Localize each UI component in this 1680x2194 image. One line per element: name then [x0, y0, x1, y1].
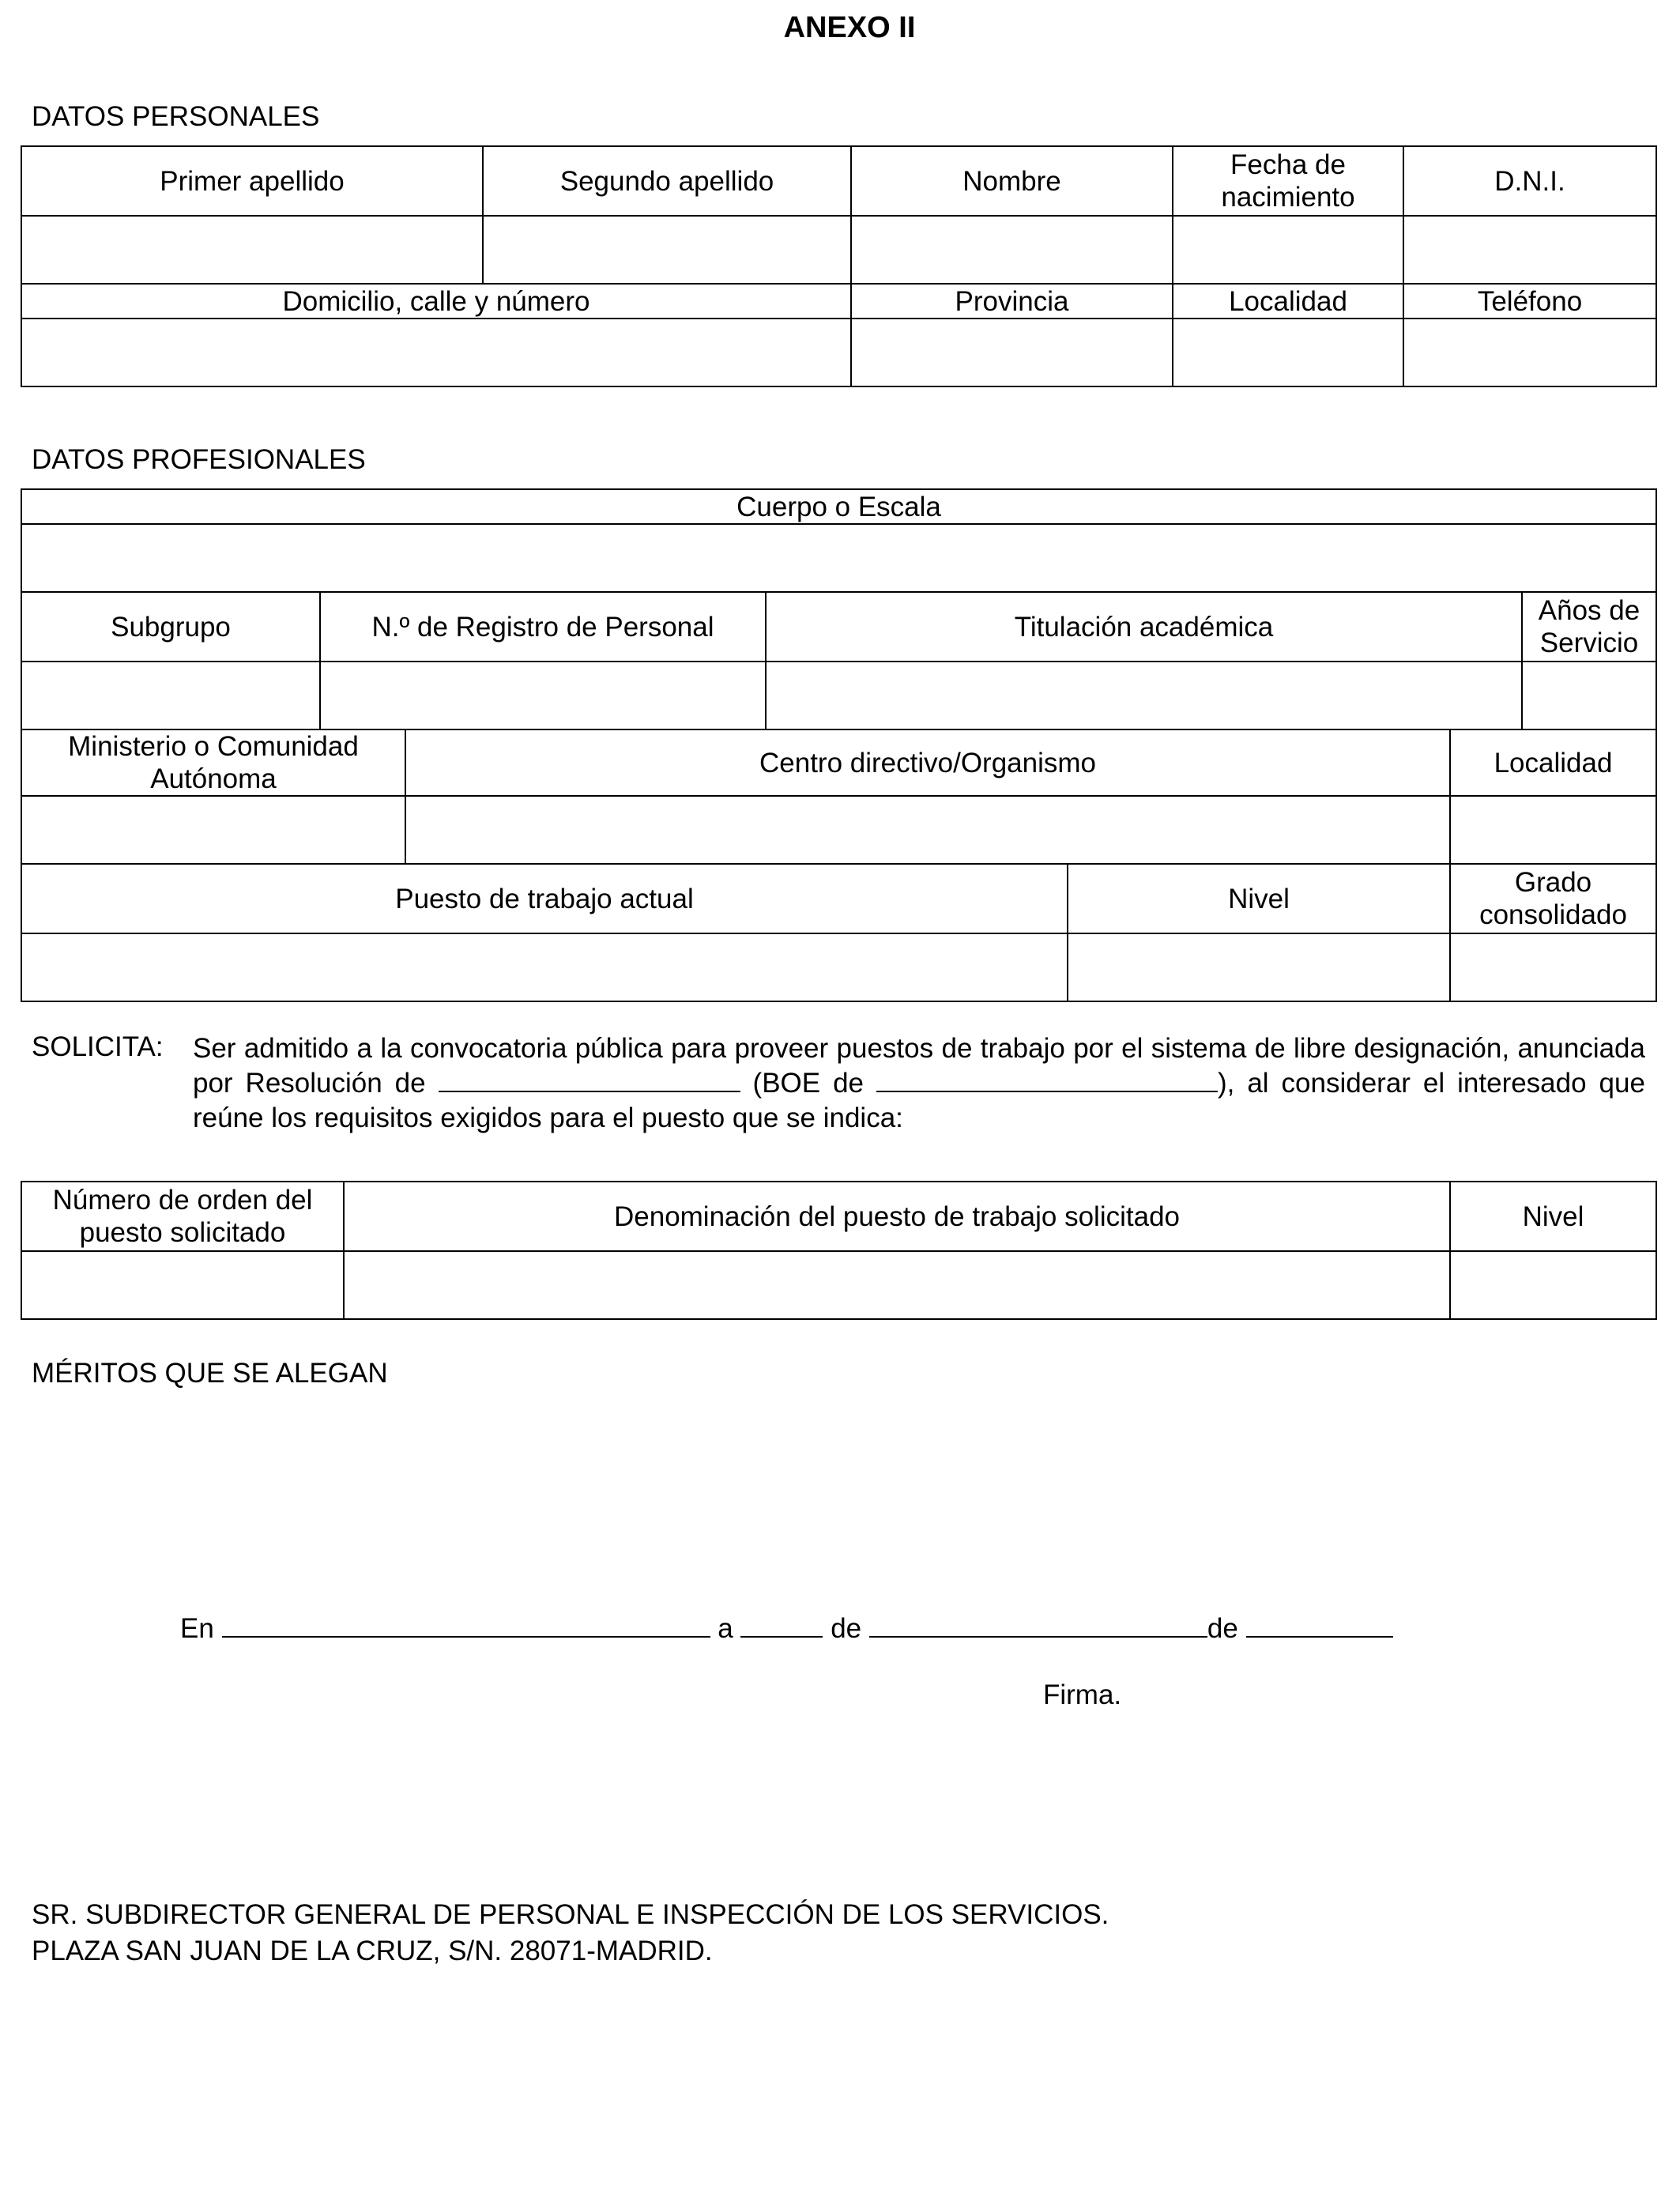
header-nombre: Nombre — [851, 146, 1173, 216]
header-centro-directivo: Centro directivo/Organismo — [405, 729, 1450, 796]
header-puesto-actual: Puesto de trabajo actual — [21, 864, 1068, 933]
field-subgrupo[interactable] — [21, 662, 320, 729]
header-registro-personal: N.º de Registro de Personal — [320, 592, 766, 662]
field-segundo-apellido[interactable] — [483, 216, 851, 284]
field-fecha-nacimiento[interactable] — [1173, 216, 1403, 284]
header-anos-servicio: Años de Servicio — [1522, 592, 1656, 662]
field-nombre[interactable] — [851, 216, 1173, 284]
solicita-text-part1: Ser admitido a la convocatoria pública para proveer puestos de trabajo por el sistema de libre designación, anunciada por Resolución de — [193, 1033, 1645, 1099]
header-cuerpo-escala: Cuerpo o Escala — [21, 489, 1656, 524]
place-field[interactable] — [222, 1612, 710, 1638]
field-ministerio[interactable] — [21, 796, 405, 864]
header-telefono: Teléfono — [1403, 284, 1656, 319]
header-provincia: Provincia — [851, 284, 1173, 319]
signature-area[interactable] — [869, 1723, 1422, 1865]
solicita-text-part2: (BOE de — [752, 1068, 864, 1099]
header-localidad: Localidad — [1173, 284, 1403, 319]
header-fecha-nacimiento: Fecha de nacimiento — [1173, 146, 1403, 216]
header-nivel-puesto: Nivel — [1450, 1182, 1656, 1251]
meritos-heading: MÉRITOS QUE SE ALEGAN — [32, 1358, 388, 1389]
field-denominacion-puesto[interactable] — [344, 1251, 1450, 1319]
header-titulacion: Titulación académica — [766, 592, 1522, 662]
field-nivel-puesto[interactable] — [1450, 1251, 1656, 1319]
address-line-2: PLAZA SAN JUAN DE LA CRUZ, S/N. 28071-MADRID. — [32, 1936, 713, 1966]
field-primer-apellido[interactable] — [21, 216, 483, 284]
field-registro-personal[interactable] — [320, 662, 766, 729]
personal-data-heading: DATOS PERSONALES — [32, 101, 320, 132]
year-field[interactable] — [1246, 1612, 1393, 1638]
header-domicilio: Domicilio, calle y número — [21, 284, 851, 319]
en-label: En — [180, 1613, 214, 1644]
solicita-text — [193, 1031, 1645, 1136]
place-date-line — [180, 1612, 1393, 1645]
resolucion-field[interactable] — [439, 1067, 740, 1092]
field-grado-consolidado[interactable] — [1450, 933, 1656, 1001]
header-numero-orden: Número de orden del puesto solicitado — [21, 1182, 344, 1251]
field-anos-servicio[interactable] — [1522, 662, 1656, 729]
header-primer-apellido: Primer apellido — [21, 146, 483, 216]
professional-data-table — [21, 488, 1657, 1002]
address-line-1: SR. SUBDIRECTOR GENERAL DE PERSONAL E INSPECCIÓN DE LOS SERVICIOS. — [32, 1899, 1109, 1930]
field-localidad[interactable] — [1173, 319, 1403, 386]
field-puesto-actual[interactable] — [21, 933, 1068, 1001]
header-grado-consolidado: Grado consolidado — [1450, 864, 1656, 933]
field-provincia[interactable] — [851, 319, 1173, 386]
field-dni[interactable] — [1403, 216, 1656, 284]
field-nivel[interactable] — [1068, 933, 1450, 1001]
solicita-label: SOLICITA: — [32, 1031, 164, 1062]
field-localidad-prof[interactable] — [1450, 796, 1656, 864]
puesto-solicitado-table — [21, 1181, 1657, 1320]
header-ministerio: Ministerio o Comunidad Autónoma — [21, 729, 405, 796]
firma-label: Firma. — [1043, 1679, 1122, 1710]
header-nivel: Nivel — [1068, 864, 1450, 933]
field-domicilio[interactable] — [21, 319, 851, 386]
document-title: ANEXO II — [783, 11, 916, 44]
professional-data-heading: DATOS PROFESIONALES — [32, 444, 366, 475]
day-field[interactable] — [740, 1612, 823, 1638]
a-label: a — [718, 1613, 733, 1644]
field-telefono[interactable] — [1403, 319, 1656, 386]
de-label-1: de — [831, 1613, 862, 1644]
field-titulacion[interactable] — [766, 662, 1522, 729]
solicita-text-part3: ), al considerar el interesado que reúne los requisitos exigidos para el puesto que se indica: — [193, 1068, 1645, 1133]
header-dni: D.N.I. — [1403, 146, 1656, 216]
header-localidad-prof: Localidad — [1450, 729, 1656, 796]
field-numero-orden[interactable] — [21, 1251, 344, 1319]
field-cuerpo-escala[interactable] — [21, 524, 1656, 592]
recipient-address — [32, 1897, 1109, 1970]
header-denominacion-puesto: Denominación del puesto de trabajo solicitado — [344, 1182, 1450, 1251]
de-label-2: de — [1207, 1613, 1238, 1644]
header-subgrupo: Subgrupo — [21, 592, 320, 662]
meritos-area[interactable] — [32, 1399, 1644, 1589]
field-centro-directivo[interactable] — [405, 796, 1450, 864]
month-field[interactable] — [869, 1612, 1207, 1638]
personal-data-table — [21, 145, 1657, 387]
header-segundo-apellido: Segundo apellido — [483, 146, 851, 216]
boe-field[interactable] — [876, 1067, 1218, 1092]
